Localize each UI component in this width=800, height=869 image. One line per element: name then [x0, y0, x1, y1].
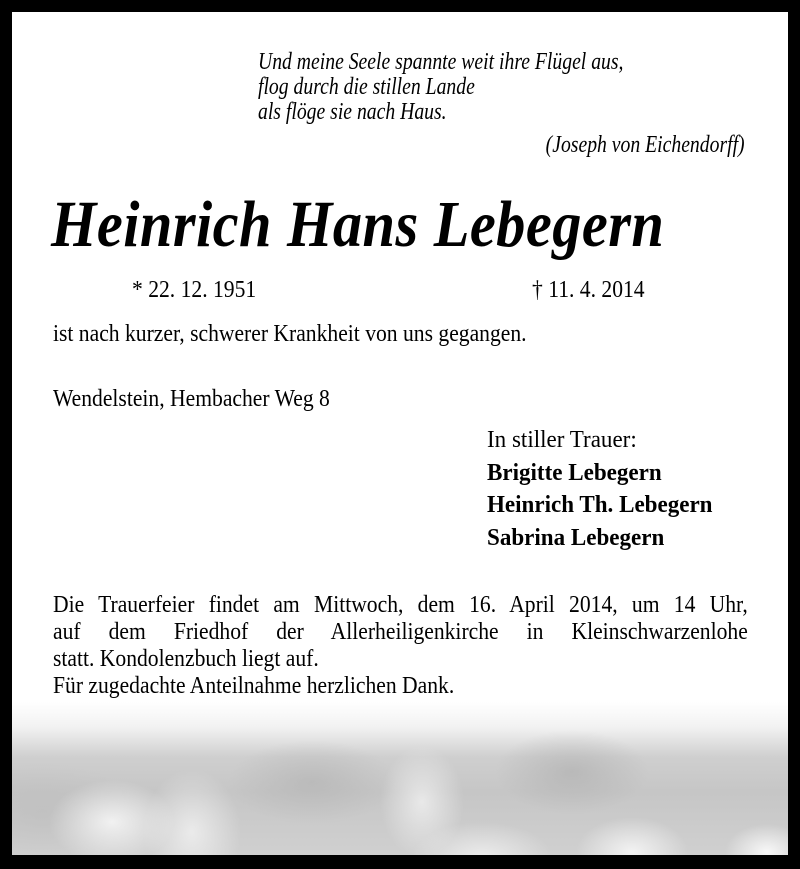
mourner-name: Brigitte Lebegern [487, 459, 662, 486]
funeral-service-paragraph [53, 592, 748, 700]
announcement-text: ist nach kurzer, schwerer Krankheit von uns gegangen. [53, 321, 527, 347]
service-line-4: Für zugedachte Anteilnahme herzlichen Dank. [53, 673, 455, 699]
address-text: Wendelstein, Hembacher Weg 8 [53, 386, 330, 412]
mourner-name: Sabrina Lebegern [487, 524, 665, 551]
poem-line-1: Und meine Seele spannte weit ihre Flügel aus, [258, 49, 624, 75]
mourner-name: Heinrich Th. Lebegern [487, 492, 713, 518]
poem-line-3: als flöge sie nach Haus. [258, 99, 447, 125]
birth-date: * 22. 12. 1951 [132, 277, 257, 303]
poem-line-2: flog durch die stillen Lande [258, 74, 475, 100]
deceased-name: Heinrich Hans Lebegern [51, 188, 665, 261]
mourners-block [487, 424, 712, 554]
mourners-intro: In stiller Trauer: [487, 427, 637, 453]
service-line-2: auf dem Friedhof der Allerheiligenkirche in Kleinschwarzenlohe [53, 619, 748, 645]
cloud-background-image [12, 702, 788, 855]
service-line-1: Die Trauerfeier findet am Mittwoch, dem 16. April 2014, um 14 Uhr, [53, 592, 748, 618]
death-date: † 11. 4. 2014 [532, 277, 645, 303]
obituary-notice [12, 12, 788, 855]
service-line-3: statt. Kondolenzbuch liegt auf. [53, 646, 319, 672]
poem-attribution: (Joseph von Eichendorff) [546, 132, 745, 158]
poem-quote [258, 50, 623, 125]
